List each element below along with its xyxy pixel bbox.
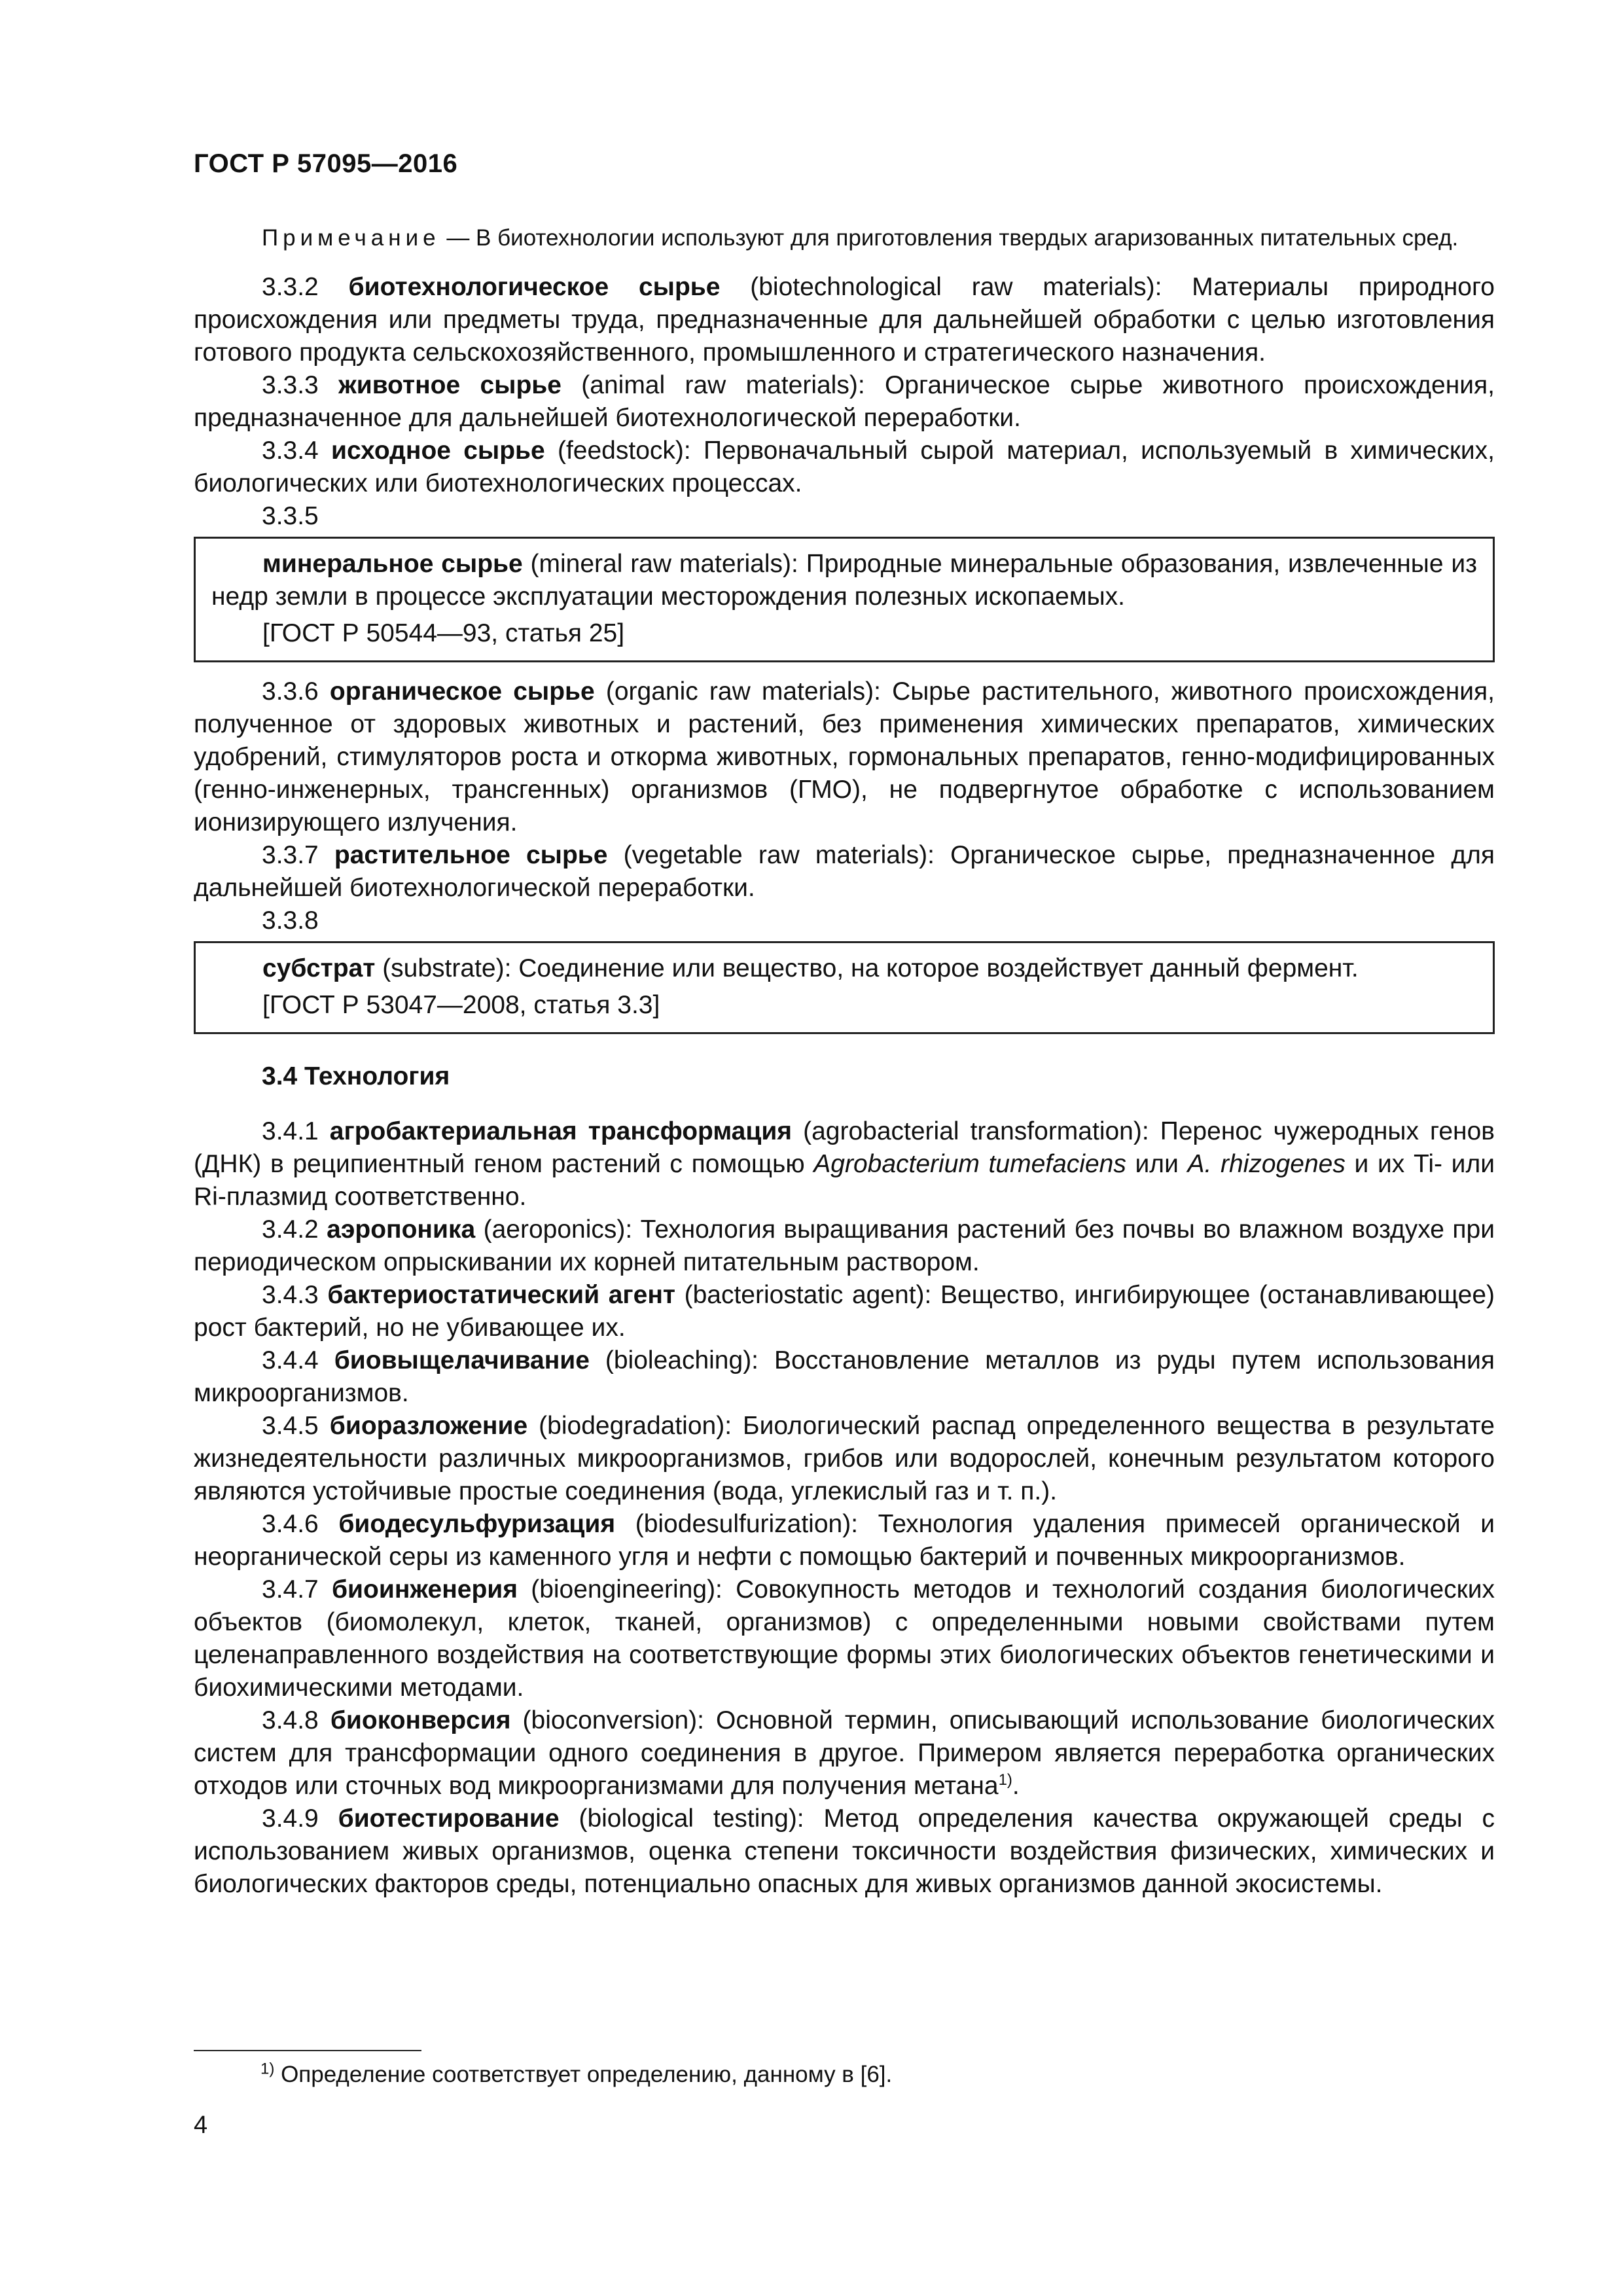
term-3-3-8-number: 3.3.8 bbox=[262, 906, 319, 935]
term-definition: (vegetable raw materials): Органическое сырье, предназначенное для дальнейшей биотехнологической переработки. bbox=[194, 841, 1495, 902]
term-definition: (mineral raw materials): Природные минеральные образования, извлеченные из недр земли в процессе эксплуатации месторождения полезных ископаемых. bbox=[211, 550, 1477, 611]
term-3-3-8 bbox=[211, 952, 1477, 985]
page-number: 4 bbox=[194, 2111, 208, 2139]
term-definition: (agrobacterial transformation): Перенос чужеродных генов (ДНК) в реципиентный геном растений с помощью bbox=[194, 1117, 1495, 1178]
term-number: 3.3.4 bbox=[262, 437, 331, 465]
term-definition: (biotechnological raw materials): Материалы природного происхождения или предметы труда, предназначенные для дальнейшей обработки с целью изготовления готового продукта сельскохозяйственного, промышленного и стратегического назначения. bbox=[194, 273, 1495, 367]
footnote-mark: 1) bbox=[260, 2060, 275, 2078]
footnote-text: Определение соответствует определению, данному в [6]. bbox=[274, 2062, 893, 2087]
term-name: агробактериальная трансформация bbox=[329, 1117, 793, 1145]
term-3-4-1 bbox=[194, 1115, 1495, 1213]
term-definition: (organic raw materials): Сырье растительного, животного происхождения, полученное от здоровых животных и растений, без применения химических препаратов, химических удобрений, стимуляторов роста и откорма животных, гормональных препаратов, генно-модифицированных (генно-инженерных, трансгенных) организмов (ГМО), не подвергнутое обработке с использованием ионизирующего излучения. bbox=[194, 677, 1495, 836]
term-number: 3.4.6 bbox=[262, 1510, 339, 1538]
term-3-4-7 bbox=[194, 1573, 1495, 1704]
term-3-3-5-box bbox=[194, 537, 1495, 662]
term-3-3-7 bbox=[194, 839, 1495, 905]
term-name: бактериостатический агент bbox=[327, 1281, 675, 1309]
term-source: [ГОСТ Р 53047—2008, статья 3.3] bbox=[262, 991, 660, 1019]
term-number: 3.3.6 bbox=[262, 677, 330, 706]
term-definition: (bioconversion): Основной термин, описывающий использование биологических систем для трансформации одного соединения в другое. Примером является переработка органических отходов или сточных вод микроорганизмами для получения метана bbox=[194, 1706, 1495, 1800]
footnote-reference[interactable]: 1) bbox=[998, 1771, 1012, 1789]
footnote-divider bbox=[194, 2050, 421, 2051]
term-3-4-2 bbox=[194, 1213, 1495, 1279]
term-definition: (animal raw materials): Органическое сырье животного происхождения, предназначенное для дальнейшей биотехнологической переработки. bbox=[194, 371, 1495, 432]
term-definition: (bioengineering): Совокупность методов и технологий создания биологических объектов (биомолекул, клеток, тканей, организмов) с определенными новыми свойствами путем целенаправленного воздействия на соответствующие формы этих биологических объектов генетическими и биохимическими методами. bbox=[194, 1575, 1495, 1702]
term-number: 3.3.2 bbox=[262, 273, 349, 301]
term-3-4-9 bbox=[194, 1803, 1495, 1901]
term-3-3-8-box bbox=[194, 941, 1495, 1034]
term-name: биотестирование bbox=[338, 1804, 560, 1833]
term-number: 3.4.2 bbox=[262, 1215, 327, 1244]
term-3-4-5 bbox=[194, 1410, 1495, 1508]
term-3-3-6 bbox=[194, 675, 1495, 839]
section-heading: 3.4 Технология bbox=[262, 1062, 450, 1090]
term-definition: (bacteriostatic agent): Вещество, ингибирующее (останавливающее) рост бактерий, но не убивающее их. bbox=[194, 1281, 1495, 1342]
term-number: 3.3.7 bbox=[262, 841, 334, 869]
term-3-4-6 bbox=[194, 1508, 1495, 1573]
term-3-3-4 bbox=[194, 435, 1495, 500]
term-name: биоинженерия bbox=[331, 1575, 518, 1604]
term-definition: (biological testing): Метод определения качества окружающей среды с использованием живых организмов, оценка степени токсичности воздействия физических, химических и биологических факторов среды, потенциально опасных для живых организмов данной экосистемы. bbox=[194, 1804, 1495, 1898]
term-3-3-5 bbox=[211, 548, 1477, 613]
term-definition: (aeroponics): Технология выращивания растений без почвы во влажном воздухе при периодическом опрыскивании их корней питательным раствором. bbox=[194, 1215, 1495, 1276]
note-label: Примечание bbox=[262, 225, 440, 251]
term-name: минеральное сырье bbox=[262, 550, 523, 578]
term-number: 3.4.8 bbox=[262, 1706, 330, 1734]
term-definition: и их Ti- или Ri-плазмид соответственно. bbox=[194, 1150, 1495, 1211]
term-number: 3.4.4 bbox=[262, 1346, 334, 1374]
term-name: биоконверсия bbox=[330, 1706, 511, 1734]
term-name: животное сырье bbox=[338, 371, 562, 399]
document-header: ГОСТ Р 57095—2016 bbox=[194, 149, 458, 178]
term-number: 3.4.7 bbox=[262, 1575, 332, 1604]
term-number: 3.3.3 bbox=[262, 371, 339, 399]
term-name: биовыщелачивание bbox=[334, 1346, 590, 1374]
footnote bbox=[260, 2062, 892, 2088]
term-number: 3.4.9 bbox=[262, 1804, 338, 1833]
term-name: биоразложение bbox=[329, 1412, 528, 1440]
term-name: органическое сырье bbox=[329, 677, 595, 706]
term-name: исходное сырье bbox=[330, 437, 545, 465]
note-paragraph bbox=[194, 223, 1495, 254]
term-number: 3.4.3 bbox=[262, 1281, 328, 1309]
term-3-3-3 bbox=[194, 369, 1495, 435]
term-name: субстрат bbox=[262, 954, 376, 982]
term-number: 3.4.5 bbox=[262, 1412, 330, 1440]
term-name: биодесульфуризация bbox=[338, 1510, 616, 1538]
term-3-4-8 bbox=[194, 1704, 1495, 1803]
term-name: биотехнологическое сырье bbox=[348, 273, 721, 301]
term-3-3-2 bbox=[194, 271, 1495, 369]
term-definition: (bioleaching): Восстановление металлов из руды путем использования микроорганизмов. bbox=[194, 1346, 1495, 1407]
term-name: аэропоника bbox=[327, 1215, 476, 1244]
species-name: Agrobacterium tumefaciens bbox=[813, 1150, 1126, 1178]
term-3-3-5-number: 3.3.5 bbox=[262, 502, 319, 530]
term-definition-end: . bbox=[1012, 1772, 1020, 1800]
term-definition: (biodegradation): Биологический распад определенного вещества в результате жизнедеятельности различных микроорганизмов, грибов или водорослей, конечным результатом которого являются устойчивые простые соединения (вода, углекислый газ и т. п.). bbox=[194, 1412, 1495, 1505]
term-number: 3.4.1 bbox=[262, 1117, 330, 1145]
term-name: растительное сырье bbox=[334, 841, 608, 869]
term-definition: (substrate): Соединение или вещество, на которое воздействует данный фермент. bbox=[375, 954, 1359, 982]
note-text: — В биотехнологии используют для приготовления твердых агаризованных питательных сред. bbox=[440, 225, 1459, 251]
term-definition: (biodesulfurization): Технология удаления примесей органической и неорганической серы из каменного угля и нефти с помощью бактерий и почвенных микроорганизмов. bbox=[194, 1510, 1495, 1571]
term-definition: или bbox=[1126, 1150, 1188, 1178]
term-source: [ГОСТ Р 50544—93, статья 25] bbox=[262, 619, 625, 647]
term-3-4-3 bbox=[194, 1279, 1495, 1344]
term-3-4-4 bbox=[194, 1344, 1495, 1410]
species-name: A. rhizogenes bbox=[1187, 1150, 1346, 1178]
term-definition: (feedstock): Первоначальный сырой материал, используемый в химических, биологических или биотехнологических процессах. bbox=[194, 437, 1495, 497]
document-body bbox=[194, 223, 1495, 1901]
